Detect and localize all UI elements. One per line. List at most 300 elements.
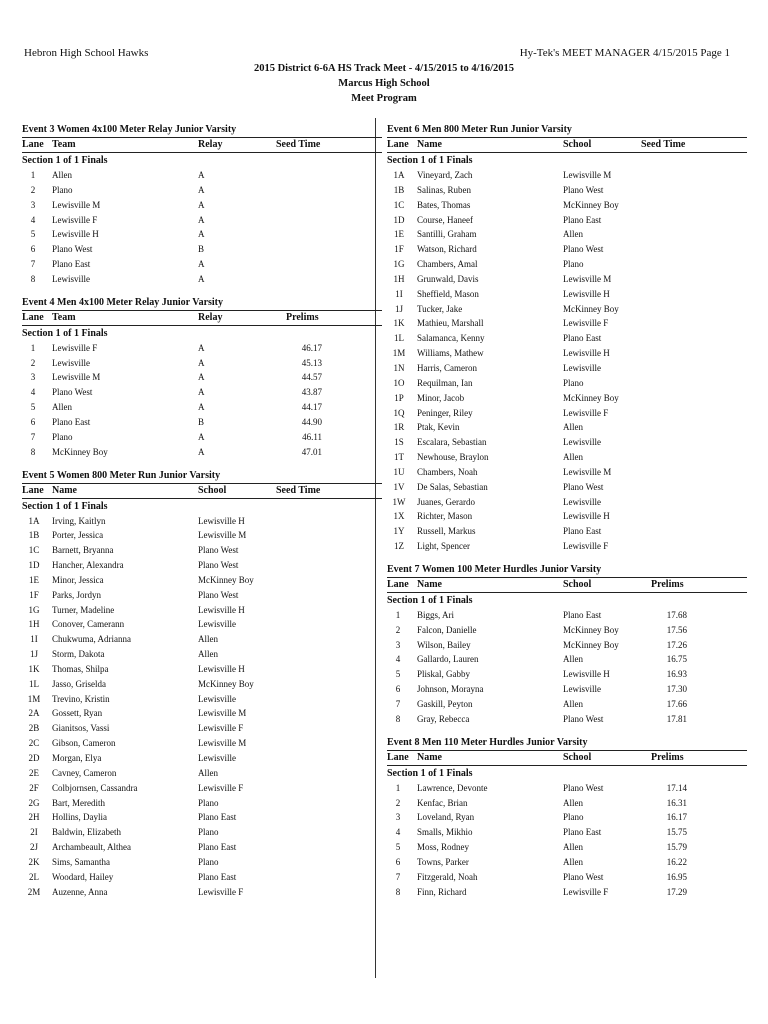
entry-time: 17.81 xyxy=(666,713,687,724)
entry-school: B xyxy=(198,244,205,255)
entry-school: Lewisville xyxy=(563,437,601,448)
lane-number: 1U xyxy=(393,466,405,477)
entry-name: Salinas, Ruben xyxy=(417,184,471,195)
entry-school: Lewisville F xyxy=(563,886,609,897)
entry-name: Baldwin, Elizabeth xyxy=(52,827,121,838)
entry-name: Johnson, Morayna xyxy=(417,684,484,695)
lane-number: 4 xyxy=(395,654,401,665)
entry-time: 16.22 xyxy=(666,856,687,867)
entry-name: Tucker, Jake xyxy=(417,303,463,314)
section-label: Section 1 of 1 Finals xyxy=(22,155,108,166)
entry-name: Kenfac, Brian xyxy=(417,797,468,808)
entry-school: Allen xyxy=(563,452,583,463)
lane-number: 7 xyxy=(30,431,36,442)
entry-row xyxy=(22,692,382,707)
col-header-time: Seed Time xyxy=(641,139,686,150)
entry-school: Lewisville M xyxy=(563,170,612,180)
lane-number: 6 xyxy=(30,244,36,255)
entry-time: 44.90 xyxy=(301,416,322,427)
lane-number: 1J xyxy=(29,649,38,660)
lane-number: 1N xyxy=(393,362,405,373)
col-header-name: Name xyxy=(417,578,442,590)
entry-school: Allen xyxy=(198,649,218,660)
entry-time: 43.87 xyxy=(301,387,322,398)
entry-row xyxy=(387,652,747,667)
entry-name: Colbjornsen, Cassandra xyxy=(52,782,138,793)
entry-row xyxy=(22,257,382,272)
entry-row xyxy=(22,855,382,870)
col-header-lane: Lane xyxy=(22,484,44,496)
entry-name: Santilli, Graham xyxy=(417,229,477,240)
col-header-time: Prelims xyxy=(651,578,684,590)
entry-time: 45.13 xyxy=(301,357,322,368)
lane-number: 1A xyxy=(393,170,405,180)
event-block xyxy=(22,468,382,900)
entry-row xyxy=(22,870,382,885)
entry-school: Plano xyxy=(198,797,219,808)
entry-name: Parks, Jordyn xyxy=(52,589,101,600)
entry-name: Archambeault, Althea xyxy=(52,842,131,853)
section-label: Section 1 of 1 Finals xyxy=(22,500,108,512)
entry-name: Porter, Jessica xyxy=(52,530,104,541)
column-headers xyxy=(22,310,382,326)
entry-name: Finn, Richard xyxy=(417,886,467,897)
entry-row xyxy=(22,632,382,647)
entry-name: Gossett, Ryan xyxy=(52,708,103,719)
entry-school: Lewisville H xyxy=(198,515,245,526)
lane-number: 2G xyxy=(28,797,40,808)
entry-name: Loveland, Ryan xyxy=(417,812,475,823)
lane-number: 2I xyxy=(30,827,38,838)
entry-school: Plano East xyxy=(198,842,237,853)
entry-school: A xyxy=(198,170,205,180)
entry-row xyxy=(387,810,747,825)
entry-name: Chambers, Amal xyxy=(417,259,478,270)
section-label: Section 1 of 1 Finals xyxy=(387,155,473,166)
event-block xyxy=(22,122,382,287)
col-header-school: School xyxy=(563,751,592,763)
section-label: Section 1 of 1 Finals xyxy=(22,327,108,339)
lane-number: 2J xyxy=(29,842,38,853)
entry-school: Lewisville F xyxy=(563,541,609,552)
entry-school: Lewisville F xyxy=(198,782,244,793)
entry-time: 44.57 xyxy=(301,372,322,383)
lane-number: 1J xyxy=(394,303,403,314)
entry-time: 16.31 xyxy=(666,797,687,808)
entry-school: Lewisville xyxy=(198,693,236,704)
entry-name: Harris, Cameron xyxy=(417,362,477,373)
lane-number: 1E xyxy=(394,229,404,240)
entry-name: Plano East xyxy=(52,259,91,270)
column-headers xyxy=(22,483,382,499)
entry-row xyxy=(22,543,382,558)
entry-school: A xyxy=(198,402,205,413)
entry-row xyxy=(22,751,382,766)
lane-number: 4 xyxy=(30,387,36,398)
entry-row xyxy=(387,840,747,855)
event-block xyxy=(387,562,747,727)
entry-school: Lewisville M xyxy=(563,273,612,284)
entry-school: Plano East xyxy=(198,871,237,882)
lane-number: 2K xyxy=(28,856,40,867)
lane-number: 1 xyxy=(395,782,401,793)
col-header-name: Name xyxy=(52,484,77,496)
entry-row xyxy=(387,361,747,376)
entry-row xyxy=(387,480,747,495)
entry-row xyxy=(22,840,382,855)
entry-time: 17.68 xyxy=(666,609,687,620)
col-header-name: Team xyxy=(52,139,76,150)
entry-school: Lewisville xyxy=(198,619,236,630)
col-header-time: Prelims xyxy=(286,311,319,323)
lane-number: 1F xyxy=(29,589,39,600)
entry-school: Plano West xyxy=(198,589,239,600)
entry-name: Auzenne, Anna xyxy=(52,886,108,897)
lane-number: 6 xyxy=(395,856,401,867)
lane-number: 2E xyxy=(29,767,39,778)
entry-name: Lewisville M xyxy=(52,199,101,210)
entry-school: McKinney Boy xyxy=(563,624,619,635)
entry-time: 17.56 xyxy=(666,624,687,635)
entry-time: 17.14 xyxy=(666,782,687,793)
entry-school: McKinney Boy xyxy=(563,639,619,650)
entry-row xyxy=(22,617,382,632)
entry-name: Pliskal, Gabby xyxy=(417,669,470,680)
entry-school: Lewisville F xyxy=(563,407,609,418)
entry-name: Grunwald, Davis xyxy=(417,273,479,284)
entry-school: A xyxy=(198,184,205,195)
entry-row xyxy=(22,183,382,198)
entry-name: Hollins, Daylia xyxy=(52,812,107,823)
entry-row xyxy=(22,415,382,430)
entry-name: Chambers, Noah xyxy=(417,466,478,477)
entry-row xyxy=(22,647,382,662)
entry-row xyxy=(22,766,382,781)
entry-row xyxy=(22,400,382,415)
entry-school: A xyxy=(198,342,205,353)
lane-number: 8 xyxy=(395,886,401,897)
entry-name: Falcon, Danielle xyxy=(417,624,477,635)
column-headers xyxy=(387,750,747,766)
entry-row xyxy=(387,712,747,727)
entry-school: Plano West xyxy=(198,545,239,556)
meet-subtitle: Meet Program xyxy=(351,93,417,104)
lane-number: 1B xyxy=(28,530,40,541)
entry-school: B xyxy=(198,416,205,427)
entry-row xyxy=(387,781,747,796)
entry-row xyxy=(22,528,382,543)
entry-row xyxy=(22,588,382,603)
column-headers xyxy=(387,137,747,153)
lane-number: 1D xyxy=(28,560,40,571)
entry-school: Allen xyxy=(563,797,583,808)
lane-number: 5 xyxy=(395,842,401,853)
entry-row xyxy=(387,465,747,480)
entry-time: 46.11 xyxy=(302,431,322,442)
lane-number: 4 xyxy=(395,827,401,838)
entry-school: Lewisville H xyxy=(563,511,610,522)
entry-row xyxy=(387,406,747,421)
entry-school: Lewisville F xyxy=(198,886,244,897)
entry-name: Lewisville M xyxy=(52,372,101,383)
entry-school: Plano West xyxy=(563,871,604,882)
event-title: Event 4 Men 4x100 Meter Relay Junior Varsity xyxy=(22,296,224,308)
lane-number: 1Z xyxy=(394,541,404,552)
col-header-name: Name xyxy=(417,139,442,150)
entry-name: Minor, Jacob xyxy=(417,392,465,403)
entry-row xyxy=(22,796,382,811)
col-header-lane: Lane xyxy=(387,578,409,590)
entry-row xyxy=(22,514,382,529)
entry-name: Allen xyxy=(52,170,72,180)
entry-time: 16.95 xyxy=(666,871,687,882)
event-title: Event 3 Women 4x100 Meter Relay Junior Varsity xyxy=(22,124,237,135)
lane-number: 1I xyxy=(30,634,38,645)
entry-school: Allen xyxy=(198,767,218,778)
entry-row xyxy=(22,677,382,692)
entry-row xyxy=(387,509,747,524)
entry-row xyxy=(387,346,747,361)
entry-row xyxy=(22,706,382,721)
entry-row xyxy=(387,539,747,554)
col-header-school: School xyxy=(563,578,592,590)
lane-number: 8 xyxy=(30,273,36,284)
entry-name: Sims, Samantha xyxy=(52,856,110,867)
entry-row xyxy=(22,341,382,356)
meet-title: 2015 District 6-6A HS Track Meet - 4/15/2015 to 4/16/2015 xyxy=(253,63,515,74)
lane-number: 8 xyxy=(395,713,401,724)
entry-row xyxy=(22,385,382,400)
event-block xyxy=(387,735,747,900)
lane-number: 1K xyxy=(28,663,40,674)
entry-school: Plano East xyxy=(198,812,237,823)
left-column xyxy=(22,122,382,907)
header-team: Hebron High School Hawks xyxy=(24,47,149,59)
entry-school: A xyxy=(198,431,205,442)
event-block xyxy=(22,295,382,460)
lane-number: 4 xyxy=(30,214,36,225)
entry-name: Lewisville xyxy=(52,273,90,284)
entry-school: McKinney Boy xyxy=(198,678,254,689)
entry-school: Lewisville M xyxy=(198,530,247,541)
lane-number: 1V xyxy=(393,481,405,492)
entry-name: Thomas, Shilpa xyxy=(52,663,109,674)
lane-number: 1 xyxy=(30,170,36,180)
entry-name: Irving, Kaitlyn xyxy=(52,515,106,526)
lane-number: 6 xyxy=(30,416,36,427)
entry-name: De Salas, Sebastian xyxy=(417,481,488,492)
entry-school: Plano West xyxy=(563,184,604,195)
entry-school: A xyxy=(198,229,205,240)
entry-name: Biggs, Ari xyxy=(417,609,455,620)
entry-time: 16.93 xyxy=(666,669,687,680)
entry-school: Plano West xyxy=(198,560,239,571)
entry-school: A xyxy=(198,446,205,457)
col-header-time: Prelims xyxy=(651,751,684,763)
entry-name: Moss, Rodney xyxy=(417,842,470,853)
entry-row xyxy=(22,198,382,213)
entry-row xyxy=(387,796,747,811)
col-header-school: Relay xyxy=(198,311,223,323)
entry-name: Towns, Parker xyxy=(417,856,469,867)
lane-number: 1L xyxy=(394,333,404,344)
lane-number: 1T xyxy=(394,452,404,463)
entry-name: Plano West xyxy=(52,387,93,398)
entry-row xyxy=(22,781,382,796)
entry-name: Salamanca, Kenny xyxy=(417,333,485,344)
lane-number: 1G xyxy=(28,604,40,615)
entry-row xyxy=(387,638,747,653)
entry-school: A xyxy=(198,199,205,210)
entry-school: Plano xyxy=(198,856,219,867)
lane-number: 1 xyxy=(395,609,401,620)
entry-name: Light, Spencer xyxy=(417,541,470,552)
lane-number: 1I xyxy=(395,288,403,299)
lane-number: 1G xyxy=(393,259,405,270)
entry-name: Cavney, Cameron xyxy=(52,767,117,778)
entry-time: 17.30 xyxy=(666,684,687,695)
column-headers xyxy=(22,137,382,153)
entry-name: Peninger, Riley xyxy=(417,407,473,418)
col-header-name: Name xyxy=(417,751,442,763)
entry-row xyxy=(22,168,382,183)
header-software: Hy-Tek's MEET MANAGER 4/15/2015 Page 1 xyxy=(519,47,730,59)
lane-number: 1H xyxy=(28,619,40,630)
entry-time: 16.17 xyxy=(666,812,687,823)
entry-time: 47.01 xyxy=(301,446,322,457)
lane-number: 1W xyxy=(392,496,406,507)
lane-number: 3 xyxy=(30,372,36,383)
entry-row xyxy=(22,242,382,257)
lane-number: 8 xyxy=(30,446,36,457)
entry-name: Watson, Richard xyxy=(417,244,477,255)
lane-number: 1E xyxy=(29,574,39,585)
entry-school: Lewisville M xyxy=(198,708,247,719)
lane-number: 2 xyxy=(395,624,401,635)
right-column xyxy=(387,122,747,907)
entry-row xyxy=(387,227,747,242)
entry-school: A xyxy=(198,387,205,398)
column-headers xyxy=(387,577,747,593)
entry-row xyxy=(387,198,747,213)
entry-school: Plano West xyxy=(563,244,604,255)
entry-name: Vineyard, Zach xyxy=(417,170,473,180)
entry-school: Lewisville F xyxy=(563,318,609,329)
entry-name: Requilman, Ian xyxy=(417,377,473,388)
entry-row xyxy=(387,272,747,287)
entry-row xyxy=(22,272,382,287)
entry-school: Lewisville xyxy=(563,684,601,695)
col-header-lane: Lane xyxy=(387,751,409,763)
entry-row xyxy=(387,331,747,346)
entry-school: Lewisville xyxy=(198,753,236,763)
entry-name: Gaskill, Peyton xyxy=(417,699,473,709)
lane-number: 1S xyxy=(394,437,404,448)
entry-name: Ptak, Kevin xyxy=(417,422,460,433)
entry-row xyxy=(387,302,747,317)
entry-row xyxy=(387,608,747,623)
lane-number: 1D xyxy=(393,214,405,225)
lane-number: 2M xyxy=(27,886,41,897)
entry-row xyxy=(22,603,382,618)
lane-number: 1C xyxy=(393,199,405,210)
entry-name: Jasso, Griselda xyxy=(52,678,106,689)
entry-name: Richter, Mason xyxy=(417,511,473,522)
lane-number: 1M xyxy=(27,693,41,704)
entry-school: Allen xyxy=(198,634,218,645)
lane-number: 2H xyxy=(28,812,40,823)
lane-number: 1F xyxy=(394,244,404,255)
entry-name: Plano xyxy=(52,184,73,195)
entry-name: Fitzgerald, Noah xyxy=(417,871,478,882)
entry-row xyxy=(387,667,747,682)
lane-number: 2F xyxy=(29,782,39,793)
entry-time: 15.79 xyxy=(666,842,687,853)
entry-name: Trevino, Kristin xyxy=(52,693,110,704)
col-header-time: Seed Time xyxy=(276,484,321,496)
entry-row xyxy=(387,623,747,638)
entry-row xyxy=(387,376,747,391)
entry-name: Plano East xyxy=(52,416,91,427)
lane-number: 2D xyxy=(28,753,40,763)
entry-row xyxy=(22,213,382,228)
entry-school: Plano East xyxy=(563,609,602,620)
lane-number: 1L xyxy=(29,678,39,689)
entry-school: Plano East xyxy=(563,333,602,344)
entry-name: Newhouse, Braylon xyxy=(417,452,489,463)
lane-number: 1O xyxy=(393,377,405,388)
meet-venue: Marcus High School xyxy=(338,78,430,89)
entry-row xyxy=(387,855,747,870)
entry-row xyxy=(22,721,382,736)
lane-number: 1A xyxy=(28,515,40,526)
entry-name: Minor, Jessica xyxy=(52,574,104,585)
lane-number: 1X xyxy=(393,511,405,522)
entry-school: Plano xyxy=(563,812,584,823)
entry-row xyxy=(387,682,747,697)
entry-row xyxy=(387,697,747,712)
entry-name: Bates, Thomas xyxy=(417,199,471,210)
entry-school: Lewisville M xyxy=(198,738,247,749)
lane-number: 1Y xyxy=(393,526,405,537)
lane-number: 7 xyxy=(395,871,401,882)
section-label: Section 1 of 1 Finals xyxy=(387,594,473,606)
entry-name: Bart, Meredith xyxy=(52,797,105,808)
entry-school: A xyxy=(198,259,205,270)
lane-number: 2 xyxy=(30,184,36,195)
col-header-time: Seed Time xyxy=(276,139,321,150)
entry-school: Lewisville H xyxy=(563,348,610,359)
col-header-lane: Lane xyxy=(22,311,44,323)
entry-school: Lewisville M xyxy=(563,466,612,477)
entry-school: McKinney Boy xyxy=(563,392,619,403)
entry-name: Turner, Madeline xyxy=(52,604,115,615)
entry-row xyxy=(22,810,382,825)
entry-name: Gray, Rebecca xyxy=(417,713,470,724)
entry-row xyxy=(387,242,747,257)
entry-school: Allen xyxy=(563,842,583,853)
entry-row xyxy=(22,736,382,751)
entry-time: 15.75 xyxy=(666,827,687,838)
entry-row xyxy=(387,391,747,406)
entry-school: McKinney Boy xyxy=(563,303,619,314)
entry-school: Lewisville H xyxy=(198,604,245,615)
entry-name: Lewisville xyxy=(52,357,90,368)
entry-school: Allen xyxy=(563,699,583,709)
entry-name: Course, Haneef xyxy=(417,214,473,225)
lane-number: 1Q xyxy=(393,407,405,418)
entry-row xyxy=(22,573,382,588)
